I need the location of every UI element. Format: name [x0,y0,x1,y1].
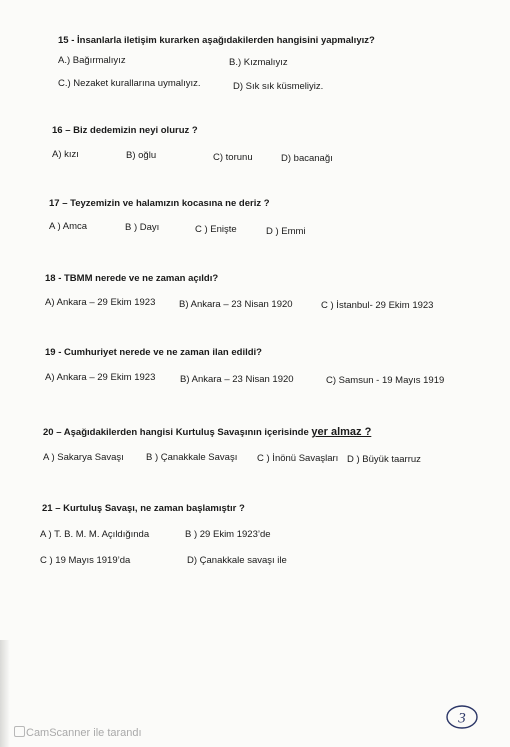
option-20a: A ) Sakarya Savaşı [43,452,124,463]
question-15: 15 - İnsanlarla iletişim kurarken aşağıdakilerden hangisini yapmalıyız? [58,35,375,46]
option-17d: D ) Emmi [266,226,306,237]
page-number: 3 [458,710,466,727]
option-19a: A) Ankara – 29 Ekim 1923 [45,372,156,383]
watermark-text: CamScanner ile tarandı [26,727,142,739]
question-20-emphasis: yer almaz ? [311,426,372,438]
option-18b: B) Ankara – 23 Nisan 1920 [179,299,293,310]
option-17a: A ) Amca [49,221,88,232]
option-20c: C ) İnönü Savaşları [257,453,339,464]
option-15a: A.) Bağırmalıyız [58,55,126,66]
option-17c: C ) Enişte [195,224,237,235]
option-20b: B ) Çanakkale Savaşı [146,452,238,463]
option-16b: B) oğlu [126,150,157,161]
question-19: 19 - Cumhuriyet nerede ve ne zaman ilan edildi? [45,347,262,358]
camscanner-watermark [14,726,142,739]
option-19c: C) Samsun - 19 Mayıs 1919 [326,375,445,386]
option-18a: A) Ankara – 29 Ekim 1923 [45,297,156,308]
option-15c: C.) Nezaket kurallarına uymalıyız. [58,78,201,89]
question-20-text: 20 – Aşağıdakilerden hangisi Kurtuluş Savaşının içerisinde [43,427,312,438]
option-19b: B) Ankara – 23 Nisan 1920 [180,374,294,385]
camscanner-logo-icon [14,726,25,737]
scan-edge-shadow [0,640,10,747]
page-number-circle [445,704,479,730]
question-17: 17 – Teyzemizin ve halamızın kocasına ne deriz ? [49,198,270,209]
option-21d: D) Çanakkale savaşı ile [187,555,287,566]
option-20d: D ) Büyük taarruz [347,454,421,465]
option-18c: C ) İstanbul- 29 Ekim 1923 [321,300,434,311]
option-16d: D) bacanağı [281,153,333,164]
option-16a: A) kızı [52,149,79,160]
option-21a: A ) T. B. M. M. Açıldığında [40,529,150,540]
option-16c: C) torunu [213,152,253,163]
question-18: 18 - TBMM nerede ve ne zaman açıldı? [45,273,219,284]
question-20 [43,426,371,438]
option-21b: B ) 29 Ekim 1923’de [185,529,271,540]
option-15b: B.) Kızmalıyız [229,57,288,68]
question-21: 21 – Kurtuluş Savaşı, ne zaman başlamıştır ? [42,503,245,514]
option-17b: B ) Dayı [125,222,160,233]
question-16: 16 – Biz dedemizin neyi oluruz ? [52,125,198,136]
option-15d: D) Sık sık küsmeliyiz. [233,81,324,92]
option-21c: C ) 19 Mayıs 1919’da [40,555,131,566]
